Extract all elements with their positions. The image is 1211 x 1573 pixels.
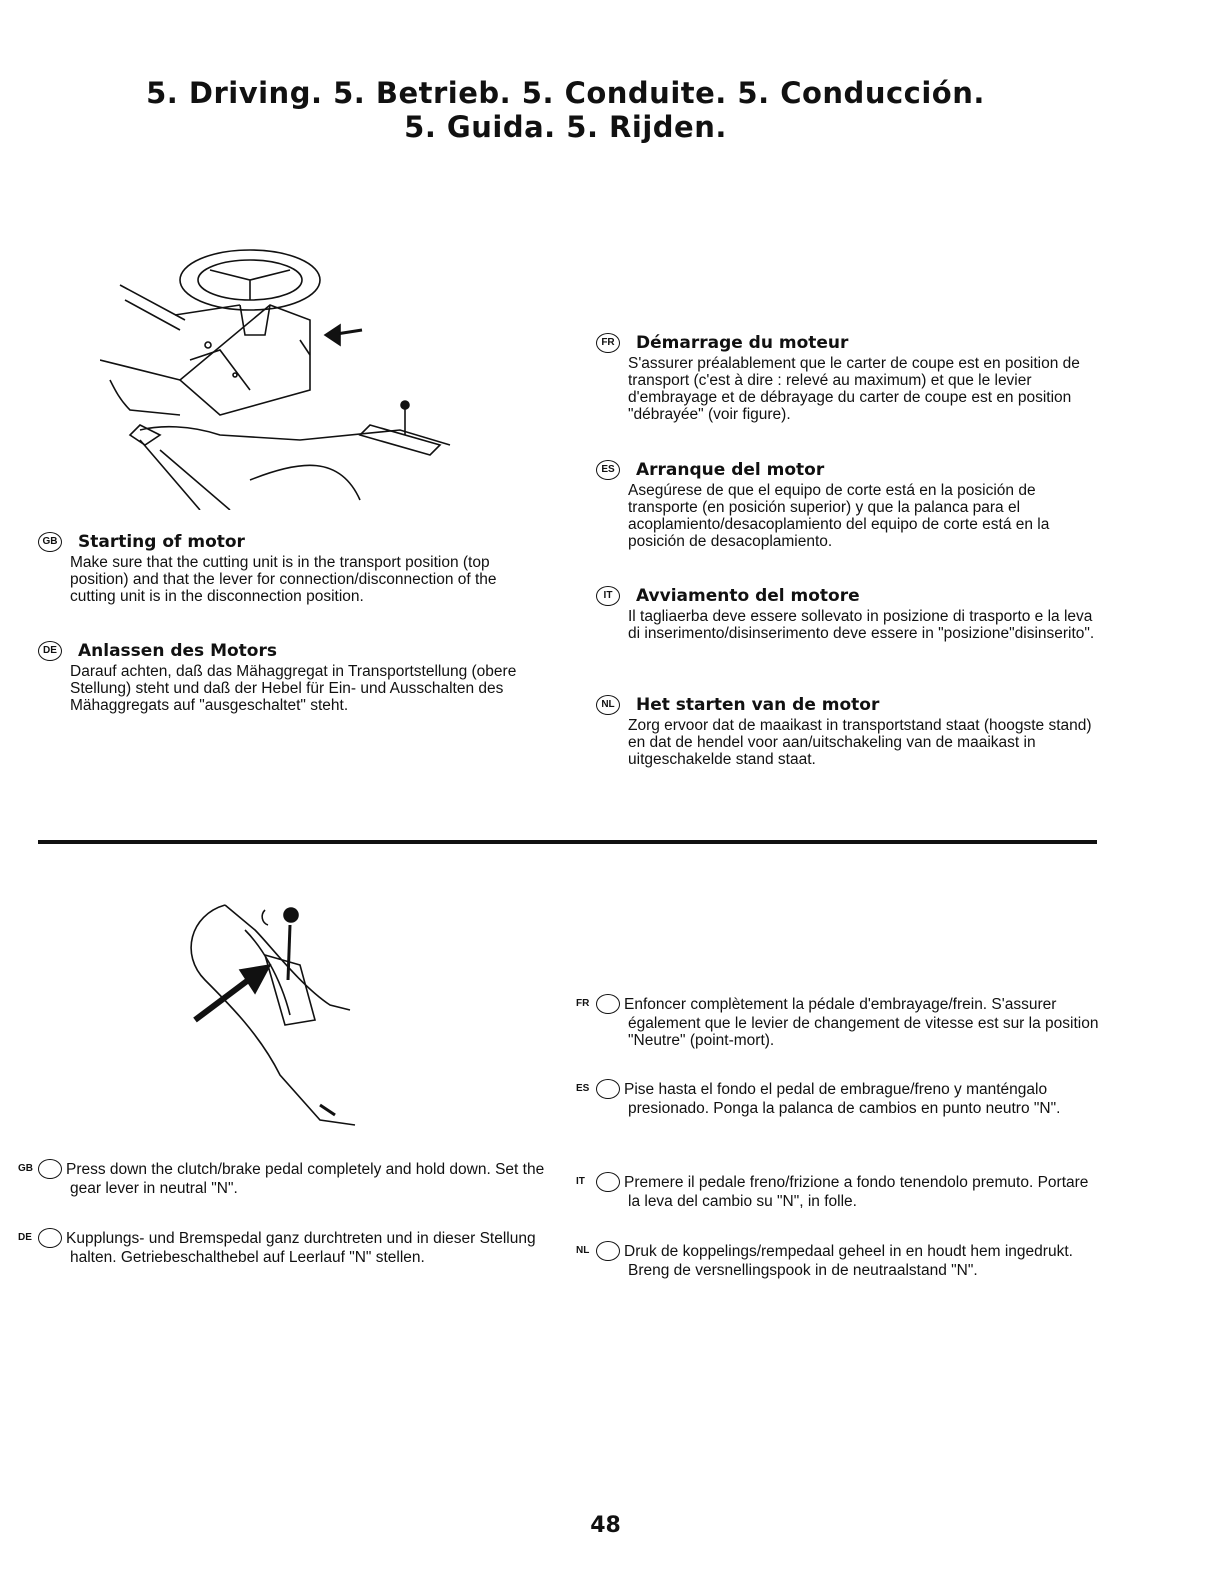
it-badge-icon: IT: [596, 586, 620, 606]
es-badge-icon: ES: [596, 1079, 620, 1099]
page-number: 48: [590, 1513, 621, 1538]
es-badge-icon: ES: [596, 460, 620, 480]
section-gb-starting: [38, 532, 543, 605]
instruction-body: Premere il pedale freno/frizione a fondo tenendolo premuto. Portare la leva del cambio su "N", in folle.: [624, 1174, 1089, 1210]
steering-wheel-lever-illustration: [100, 240, 460, 510]
instruction-body: Kupplungs- und Bremspedal ganz durchtreten und in dieser Stellung halten. Getriebeschalthebel auf Leerlauf "N" stellen.: [66, 1230, 536, 1266]
section-fr-demarrage: [596, 333, 1098, 423]
page-subtitle: 5. Guida. 5. Rijden.: [404, 110, 727, 144]
section-divider: [38, 840, 1097, 844]
section-it-avviamento: [596, 586, 1098, 642]
instruction-body: Pise hasta el fondo el pedal de embrague/freno y manténgalo presionado. Ponga la palanca de cambios en punto neutro "N".: [624, 1081, 1061, 1117]
section-heading: Arranque del motor: [636, 460, 825, 480]
clutch-brake-pedal-illustration: [170, 885, 370, 1135]
section-text: Asegúrese de que el equipo de corte está en la posición de transporte (en posición superior) y que la palanca para el acoplamiento/desacoplamiento del equipo de corte está en la posición de desacoplamiento.: [628, 482, 1050, 550]
instruction-body: Druk de koppelings/rempedaal geheel in en houdt hem ingedrukt. Breng de versnellingspook in de neutraalstand "N".: [624, 1243, 1073, 1279]
section-heading: Anlassen des Motors: [78, 641, 277, 661]
bottom-it: [576, 1173, 1101, 1210]
section-text: Darauf achten, daß das Mähaggregat in Transportstellung (obere Stellung) steht und daß der Hebel für Ein- und Ausschalten des Mähaggregats auf "ausgeschaltet" steht.: [70, 663, 517, 714]
section-es-arranque: [596, 460, 1098, 550]
section-heading: Starting of motor: [78, 532, 245, 552]
bottom-gb: [18, 1160, 548, 1197]
bottom-de: [18, 1229, 548, 1266]
section-text: Il tagliaerba deve essere sollevato in posizione di trasporto e la leva di inserimento/disinserimento deve essere in "posizione"disinserito".: [628, 608, 1095, 642]
nl-badge-icon: NL: [596, 695, 620, 715]
page-title: 5. Driving. 5. Betrieb. 5. Conduite. 5. Conducción.: [146, 76, 985, 110]
gb-badge-icon: GB: [38, 532, 62, 552]
instruction-text: [18, 1160, 548, 1197]
section-text: Make sure that the cutting unit is in the transport position (top position) and that the lever for connection/disconnection of the cutting unit is in the disconnection position.: [70, 554, 497, 605]
instruction-text: [576, 995, 1101, 1049]
section-heading: Het starten van de motor: [636, 695, 880, 715]
gb-badge-icon: GB: [38, 1159, 62, 1179]
de-badge-icon: DE: [38, 641, 62, 661]
section-heading: Démarrage du moteur: [636, 333, 849, 353]
instruction-text: [576, 1080, 1101, 1117]
bottom-fr: [576, 995, 1101, 1049]
instruction-body: Enfoncer complètement la pédale d'embrayage/frein. S'assurer également que le levier de changement de vitesse est sur la position "Neutre" (point-mort).: [624, 996, 1099, 1049]
fr-badge-icon: FR: [596, 994, 620, 1014]
instruction-text: [576, 1173, 1101, 1210]
instruction-body: Press down the clutch/brake pedal completely and hold down. Set the gear lever in neutral "N".: [66, 1161, 545, 1197]
nl-badge-icon: NL: [596, 1241, 620, 1261]
section-text: Zorg ervoor dat de maaikast in transportstand staat (hoogste stand) en dat de hendel voor aan/uitschakeling van de maaikast in uitgeschakelde stand staat.: [628, 717, 1092, 768]
it-badge-icon: IT: [596, 1172, 620, 1192]
instruction-text: [576, 1242, 1101, 1279]
fr-badge-icon: FR: [596, 333, 620, 353]
bottom-nl: [576, 1242, 1101, 1279]
de-badge-icon: DE: [38, 1228, 62, 1248]
section-heading: Avviamento del motore: [636, 586, 860, 606]
instruction-text: [18, 1229, 548, 1266]
section-text: S'assurer préalablement que le carter de coupe est en position de transport (c'est à dire : relevé au maximum) et que le levier d'embrayage et de débrayage du carter de coupe est en position "débrayée" (voir figure).: [628, 355, 1080, 423]
section-de-anlassen: [38, 641, 543, 714]
bottom-es: [576, 1080, 1101, 1117]
section-nl-starten: [596, 695, 1098, 768]
